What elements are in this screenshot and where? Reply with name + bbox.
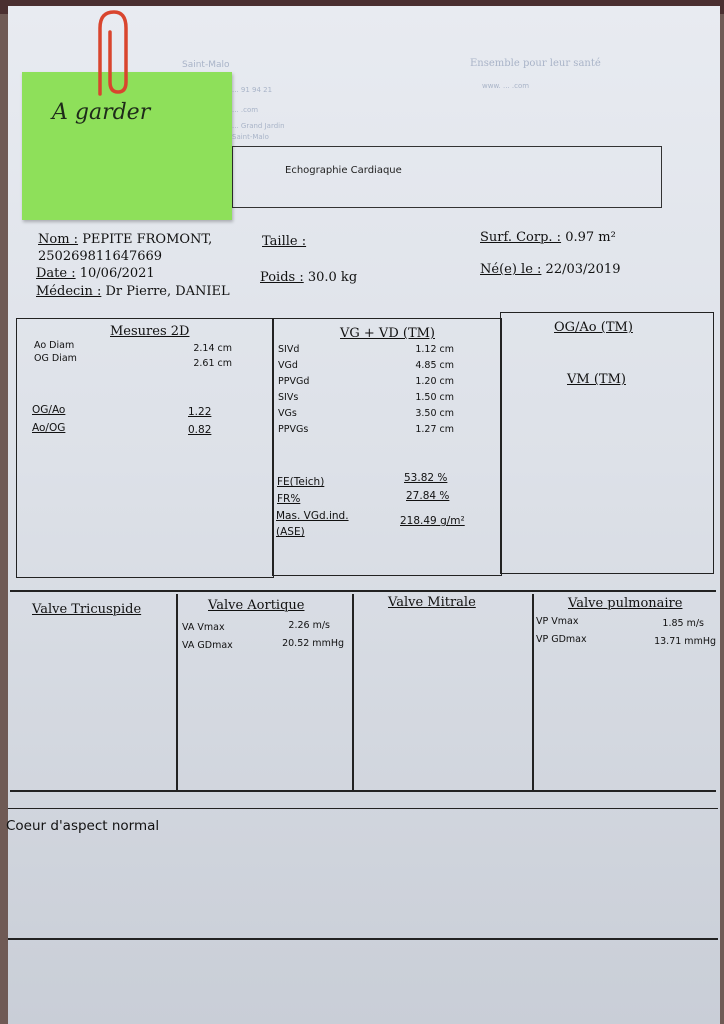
mas-value: 218.49 g/m²: [400, 515, 465, 527]
medecin-value: Dr Pierre, DANIEL: [105, 284, 230, 299]
mesure-value: 2.61 cm: [193, 358, 232, 369]
patient-id: 250269811647669: [38, 249, 163, 264]
valve-aortique-title: Valve Aortique: [208, 598, 305, 613]
sticky-note-text: A garder: [52, 100, 151, 125]
vgvd-label: VGs: [278, 408, 297, 419]
fr-label: FR%: [277, 493, 301, 505]
vgvd-label: SIVs: [278, 392, 299, 403]
ratio-label: OG/Ao: [32, 404, 66, 416]
poids-value: 30.0 kg: [307, 270, 358, 285]
header-address-1: ... Grand Jardin: [232, 122, 285, 130]
vgvd-value: 1.20 cm: [415, 376, 454, 387]
header-email: ... .com: [232, 106, 259, 114]
vgvd-label: PPVGd: [278, 376, 310, 387]
header-address-2: Saint-Malo: [232, 133, 269, 141]
ratio-label: Ao/OG: [32, 422, 66, 434]
valve-label: VA GDmax: [182, 640, 233, 651]
vgvd-label: SIVd: [278, 344, 300, 355]
surf-label: Surf. Corp. :: [480, 230, 562, 245]
paperclip-icon: [92, 8, 132, 100]
date-label: Date :: [36, 266, 76, 281]
conclusion-top-border: [8, 808, 718, 809]
header-city: Saint-Malo: [182, 60, 230, 70]
vgvd-panel: [272, 318, 502, 576]
vgvd-value: 1.50 cm: [415, 392, 454, 403]
valve-label: VP GDmax: [536, 634, 587, 645]
valve-value: 20.52 mmHg: [282, 638, 344, 649]
mesure-label: Ao Diam: [34, 340, 75, 351]
ogao-title: OG/Ao (TM): [554, 320, 633, 335]
surf-value: 0.97 m²: [565, 230, 616, 245]
ogao-panel: [500, 312, 714, 574]
ratio-value: 1.22: [188, 406, 212, 418]
vgvd-value: 4.85 cm: [415, 360, 454, 371]
header-website: www. ... .com: [482, 82, 530, 90]
fe-value: 53.82 %: [404, 472, 448, 484]
poids-label: Poids :: [260, 270, 304, 285]
ratio-value: 0.82: [188, 424, 212, 436]
valves-divider-1: [176, 594, 178, 790]
header-phone: ... 91 94 21: [232, 86, 273, 94]
ne-label: Né(e) le :: [480, 262, 542, 277]
fr-value: 27.84 %: [406, 490, 450, 502]
valve-value: 2.26 m/s: [288, 620, 330, 631]
title-box: [232, 146, 662, 208]
vm-title: VM (TM): [567, 372, 626, 387]
mas-label-1: Mas. VGd.ind.: [276, 510, 349, 522]
valves-top-border: [10, 590, 716, 592]
valve-value: 13.71 mmHg: [654, 636, 716, 647]
nom-label: Nom :: [38, 232, 79, 247]
conclusion-text: Coeur d'aspect normal: [6, 818, 160, 834]
document-title: Echographie Cardiaque: [285, 165, 402, 176]
vgvd-value: 3.50 cm: [415, 408, 454, 419]
medecin-label: Médecin :: [36, 284, 102, 299]
ne-value: 22/03/2019: [545, 262, 621, 277]
vgvd-title: VG + VD (TM): [340, 326, 435, 341]
conclusion-bottom-border: [8, 938, 718, 940]
valve-mitrale-title: Valve Mitrale: [388, 595, 476, 610]
date-value: 10/06/2021: [79, 266, 155, 281]
valves-divider-3: [532, 594, 534, 790]
valve-label: VA Vmax: [182, 622, 225, 633]
valves-bottom-border: [10, 790, 716, 792]
vgvd-value: 1.12 cm: [415, 344, 454, 355]
mesures2d-title: Mesures 2D: [110, 324, 190, 339]
vgvd-label: PPVGs: [278, 424, 309, 435]
mesure-value: 2.14 cm: [193, 343, 232, 354]
valves-divider-2: [352, 594, 354, 790]
taille-label: Taille :: [262, 234, 307, 249]
valve-value: 1.85 m/s: [662, 618, 704, 629]
header-slogan: Ensemble pour leur santé: [470, 58, 601, 69]
vgvd-label: VGd: [278, 360, 298, 371]
valve-pulmonaire-title: Valve pulmonaire: [568, 596, 683, 611]
fe-label: FE(Teich): [277, 476, 325, 488]
valve-tricuspide-title: Valve Tricuspide: [32, 602, 142, 617]
valve-label: VP Vmax: [536, 616, 579, 627]
mesure-label: OG Diam: [34, 353, 77, 364]
nom-value: PEPITE FROMONT,: [82, 232, 213, 247]
vgvd-value: 1.27 cm: [415, 424, 454, 435]
mas-label-2: (ASE): [276, 526, 305, 538]
